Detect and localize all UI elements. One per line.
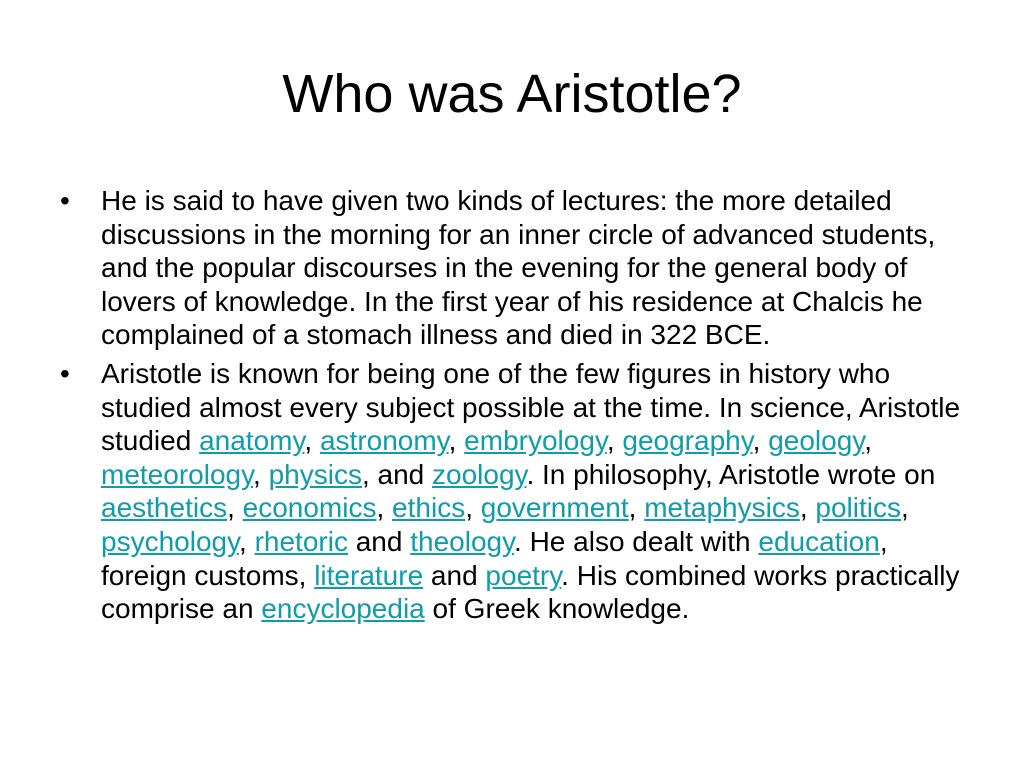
bullet-text-lectures: He is said to have given two kinds of lectures: the more detailed discussions in the morning for an inner circle of advanced students, and the popular discourses in the evening for the general body of lovers of knowledge. In the first year of his residence at Chalcis he complained of a stomach illness and died in 322 BCE. bbox=[101, 185, 936, 351]
bullet-text-intro: Aristotle is known for being one of the few figures in history who studied almost every subject possible at the time. In science, Aristotle studied bbox=[101, 357, 961, 457]
separator: , bbox=[239, 525, 255, 557]
separator: , bbox=[253, 458, 269, 490]
bullet-text-mid: . In philosophy, Aristotle wrote on bbox=[526, 458, 936, 490]
separator: and bbox=[423, 559, 486, 591]
separator: , bbox=[864, 425, 873, 457]
bullet-list bbox=[60, 184, 980, 631]
link-encyclopedia[interactable]: encyclopedia bbox=[261, 593, 425, 625]
link-aesthetics[interactable]: aesthetics bbox=[101, 492, 228, 524]
slide-title: Who was Aristotle? bbox=[282, 64, 742, 124]
separator: , bbox=[799, 492, 816, 524]
link-theology[interactable]: theology bbox=[410, 525, 515, 557]
link-psychology[interactable]: psychology bbox=[101, 525, 240, 557]
link-government[interactable]: government bbox=[480, 492, 629, 524]
link-ethics[interactable]: ethics bbox=[392, 492, 466, 524]
separator: , bbox=[376, 492, 393, 524]
separator: , and bbox=[361, 458, 433, 490]
separator: , bbox=[227, 492, 243, 524]
separator: , bbox=[752, 425, 769, 457]
bullet-icon: • bbox=[60, 357, 70, 389]
separator: , bbox=[606, 425, 623, 457]
bullet-text-ending: of Greek knowledge. bbox=[424, 593, 690, 625]
link-geology[interactable]: geology bbox=[768, 425, 865, 457]
bullet-icon: • bbox=[60, 185, 70, 216]
link-metaphysics[interactable]: metaphysics bbox=[644, 492, 800, 524]
separator: , bbox=[448, 425, 465, 457]
bullet-text-after-poetry: . His combined works practically comprise an bbox=[101, 559, 960, 625]
link-poetry[interactable]: poetry bbox=[485, 559, 562, 591]
link-astronomy[interactable]: astronomy bbox=[319, 425, 449, 457]
bullet-item-lectures bbox=[60, 184, 980, 352]
bullet-text-foreign-customs: , foreign customs, bbox=[101, 525, 888, 591]
separator: , bbox=[465, 492, 481, 524]
link-zoology[interactable]: zoology bbox=[432, 458, 527, 490]
separator: , bbox=[304, 425, 320, 457]
link-rhetoric[interactable]: rhetoric bbox=[254, 525, 348, 557]
separator: , bbox=[900, 492, 909, 524]
link-physics[interactable]: physics bbox=[268, 458, 362, 490]
link-anatomy[interactable]: anatomy bbox=[199, 425, 305, 457]
link-education[interactable]: education bbox=[758, 525, 880, 557]
bullet-item-subjects bbox=[60, 357, 980, 626]
link-politics[interactable]: politics bbox=[815, 492, 901, 524]
bullet-text-after-theology: . He also dealt with bbox=[514, 525, 759, 557]
link-meteorology[interactable]: meteorology bbox=[101, 458, 254, 490]
link-geography[interactable]: geography bbox=[622, 425, 753, 457]
link-embryology[interactable]: embryology bbox=[464, 425, 607, 457]
link-literature[interactable]: literature bbox=[314, 559, 424, 591]
separator: , bbox=[628, 492, 645, 524]
link-economics[interactable]: economics bbox=[242, 492, 377, 524]
separator: and bbox=[347, 525, 411, 557]
